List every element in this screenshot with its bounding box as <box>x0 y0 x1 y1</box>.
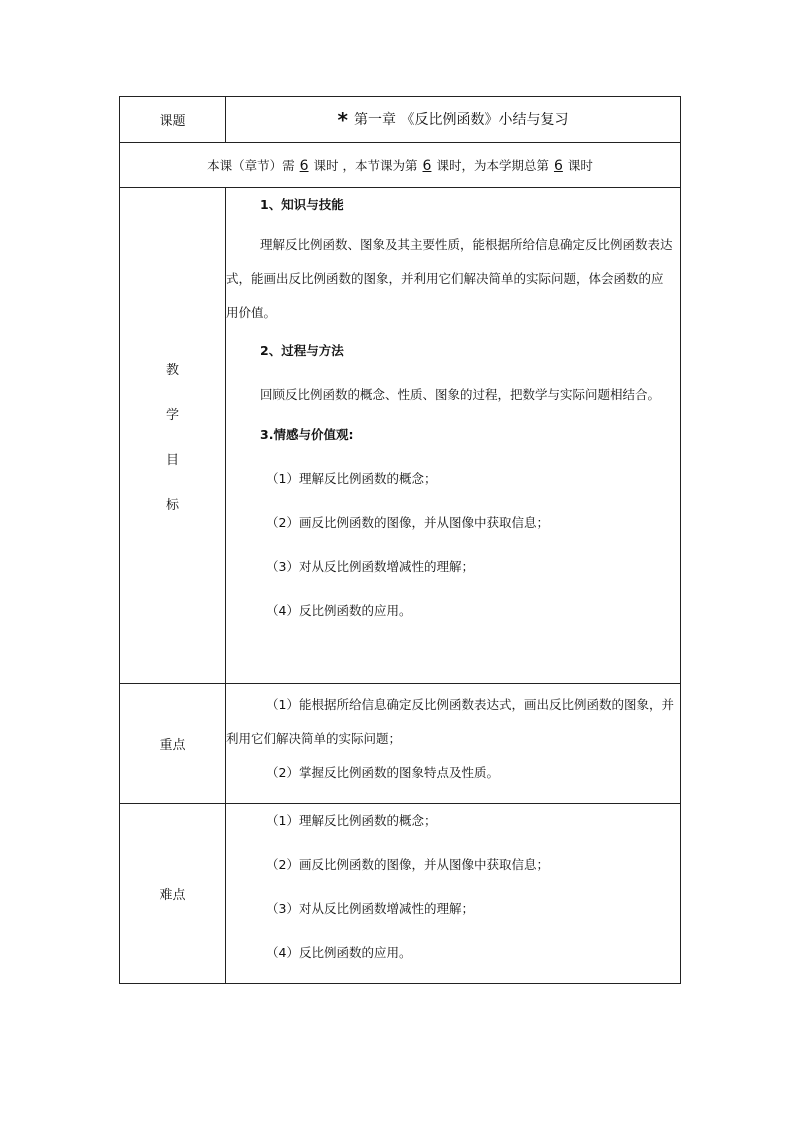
objectives-label-char: 目 <box>165 452 179 468</box>
objective-item: （4）反比例函数的应用。 <box>266 603 412 618</box>
objective-heading-knowledge: 1、知识与技能 <box>260 197 344 212</box>
key-points-row <box>120 684 681 804</box>
chapter-hours-value: 6 <box>299 158 309 174</box>
objective-item: （1）理解反比例函数的概念； <box>266 471 437 486</box>
star-icon: * <box>337 107 348 132</box>
objective-heading-process: 2、过程与方法 <box>260 343 344 358</box>
hours-text-4: 课时 <box>567 158 593 173</box>
lesson-number-value: 6 <box>422 158 432 174</box>
objectives-row <box>120 188 681 684</box>
lesson-plan-table <box>119 96 681 984</box>
topic-row <box>120 97 681 143</box>
hours-text-2: 课时 ，本节课为第 <box>313 158 418 173</box>
topic-label: 课题 <box>120 97 226 143</box>
hours-row <box>120 143 681 188</box>
difficult-point: （1）理解反比例函数的概念； <box>266 813 437 828</box>
key-points-content <box>226 684 681 804</box>
objectives-label-char: 教 <box>165 362 179 378</box>
objective-heading-values: 3.情感与价值观: <box>260 427 354 442</box>
hours-text-1: 本课（章节）需 <box>207 158 295 173</box>
key-point-1: （1）能根据所给信息确定反比例函数表达式，画出反比例函数的图象，并利用它们解决简单的实际问题； <box>226 697 674 746</box>
key-points-label: 重点 <box>120 684 226 804</box>
objective-process-text: 回顾反比例函数的概念、性质、图象的过程，把数学与实际问题相结合。 <box>260 387 661 402</box>
topic-title-cell <box>226 97 681 143</box>
objectives-label-char: 学 <box>165 407 179 423</box>
objectives-content <box>226 188 681 684</box>
difficult-points-row <box>120 804 681 984</box>
hours-cell <box>120 143 681 188</box>
objective-item: （2）画反比例函数的图像，并从图像中获取信息； <box>266 515 549 530</box>
difficult-points-label: 难点 <box>120 804 226 984</box>
term-total-value: 6 <box>553 158 563 174</box>
objectives-label <box>120 359 225 513</box>
key-point-2: （2）掌握反比例函数的图象特点及性质。 <box>266 765 499 780</box>
topic-title: 第一章 《反比例函数》小结与复习 <box>354 111 569 128</box>
difficult-point: （4）反比例函数的应用。 <box>266 945 412 960</box>
objective-knowledge-text: 理解反比例函数、图象及其主要性质，能根据所给信息确定反比例函数表达式，能画出反比例函数的图象，并利用它们解决简单的实际问题，体会函数的应用价值。 <box>226 237 673 320</box>
objectives-label-char: 标 <box>165 497 179 513</box>
difficult-point: （3）对从反比例函数增减性的理解； <box>266 901 474 916</box>
objectives-label-cell <box>120 188 226 684</box>
difficult-points-content <box>226 804 681 984</box>
difficult-point: （2）画反比例函数的图像，并从图像中获取信息； <box>266 857 549 872</box>
objective-item: （3）对从反比例函数增减性的理解； <box>266 559 474 574</box>
hours-text-3: 课时，为本学期总第 <box>436 158 549 173</box>
